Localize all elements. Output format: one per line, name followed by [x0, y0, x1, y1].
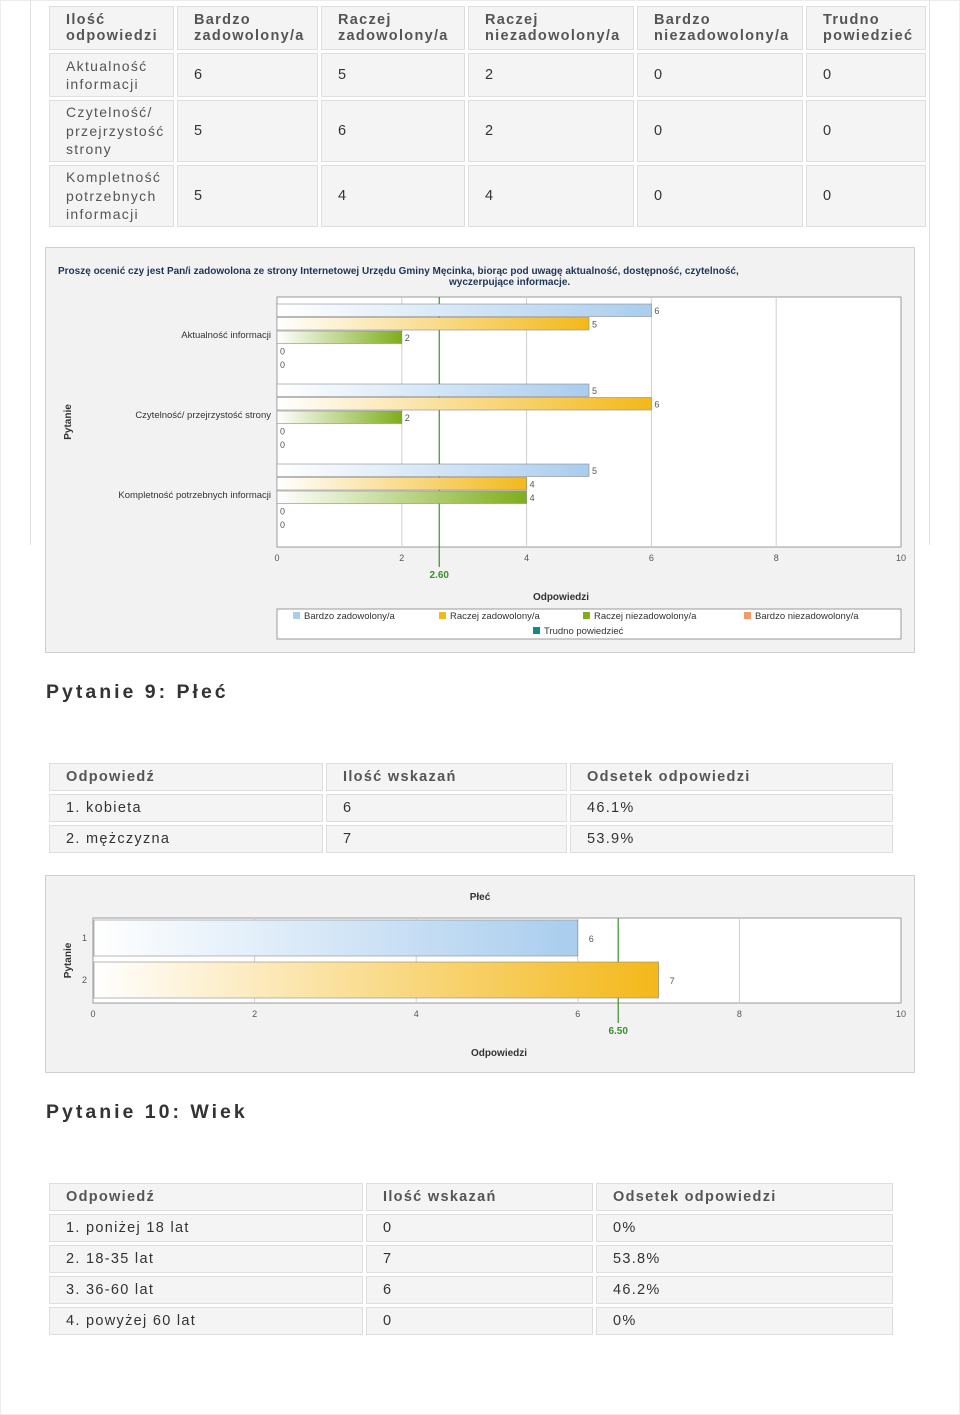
data-label: 6	[654, 306, 660, 316]
column-header: Ilość odpowiedzi	[49, 6, 174, 50]
answer-cell: 4. powyżej 60 lat	[49, 1307, 363, 1335]
table-cell: 0	[637, 100, 803, 162]
column-header: Raczej niezadowolony/a	[468, 6, 634, 50]
chart-title: Proszę ocenić czy jest Pan/i zadowolona ze strony Internetowej Urzędu Gminy Męcinka, biorąc pod uwagę aktualność, dostępność, czytelność,	[58, 266, 739, 277]
data-label: 2	[404, 333, 410, 343]
percent-cell: 0%	[596, 1214, 893, 1242]
table-row	[49, 1214, 893, 1242]
percent-cell: 53.8%	[596, 1245, 893, 1273]
count-cell: 6	[326, 794, 567, 822]
count-cell: 0	[366, 1214, 593, 1242]
table-row	[49, 53, 926, 97]
data-bar	[277, 478, 527, 491]
table-cell: 0	[806, 100, 926, 162]
x-tick-label: 10	[895, 553, 907, 563]
page-edge-left	[30, 0, 31, 545]
table-cell: 0	[637, 165, 803, 227]
data-label: 5	[592, 386, 598, 396]
data-bar	[277, 464, 589, 477]
data-bar	[94, 920, 578, 956]
data-label: 0	[280, 520, 286, 530]
column-header: Ilość wskazań	[326, 763, 567, 791]
data-bar	[277, 331, 402, 344]
y-axis-title: Pytanie	[63, 404, 74, 440]
answer-cell: 3. 36-60 lat	[49, 1276, 363, 1304]
percent-cell: 0%	[596, 1307, 893, 1335]
table-row	[49, 1245, 893, 1273]
average-label: 6.50	[608, 1026, 628, 1037]
data-label: 7	[669, 976, 675, 986]
table-cell: 2	[468, 100, 634, 162]
average-label: 2.60	[429, 570, 449, 581]
legend-label: Bardzo niezadowolony/a	[755, 611, 859, 622]
x-tick-label: 2	[252, 1009, 258, 1019]
page-edge-right	[929, 0, 930, 545]
count-cell: 0	[366, 1307, 593, 1335]
data-label: 5	[592, 319, 598, 330]
y-category-label: Aktualność informacji	[181, 330, 271, 341]
y-category-label: 1	[81, 933, 87, 943]
table-cell: 4	[468, 165, 634, 227]
answer-cell: 2. mężczyzna	[49, 825, 323, 853]
x-tick-label: 10	[895, 1009, 907, 1019]
x-tick-label: 0	[274, 553, 280, 563]
count-cell: 6	[366, 1276, 593, 1304]
x-tick-label: 6	[648, 553, 654, 563]
data-bar	[277, 411, 402, 424]
y-axis-title: Pytanie	[63, 942, 74, 979]
chart-title: Płeć	[469, 892, 491, 903]
age-table	[46, 1180, 896, 1338]
percent-cell: 46.2%	[596, 1276, 893, 1304]
data-label: 0	[280, 360, 286, 370]
column-header: Ilość wskazań	[366, 1183, 593, 1211]
data-bar	[277, 398, 651, 411]
legend-swatch	[533, 627, 540, 634]
x-tick-label: 4	[413, 1009, 419, 1019]
data-label: 5	[592, 466, 598, 476]
x-axis-title: Odpowiedzi	[532, 592, 590, 603]
data-label: 6	[654, 399, 660, 410]
legend-label: Bardzo zadowolony/a	[304, 611, 395, 622]
satisfaction-table	[46, 3, 929, 230]
x-tick-label: 6	[575, 1009, 581, 1019]
x-tick-label: 8	[773, 553, 779, 563]
table-cell: 4	[321, 165, 465, 227]
legend-swatch	[583, 612, 590, 619]
gender-table	[46, 760, 896, 856]
gender-chart	[45, 875, 915, 1073]
legend-swatch	[744, 612, 751, 619]
row-label: Kompletność potrzebnych informacji	[49, 165, 174, 227]
percent-cell: 53.9%	[570, 825, 893, 853]
table-cell: 0	[806, 53, 926, 97]
satisfaction-chart-svg	[46, 248, 914, 652]
row-label: Czytelność/ przejrzystość strony	[49, 100, 174, 162]
data-label: 6	[588, 934, 594, 944]
data-label: 2	[404, 413, 410, 423]
table-cell: 5	[321, 53, 465, 97]
table-cell: 6	[177, 53, 318, 97]
percent-cell: 46.1%	[570, 794, 893, 822]
legend-swatch	[439, 612, 446, 619]
table-row	[49, 1307, 893, 1335]
legend-label: Raczej zadowolony/a	[450, 611, 540, 622]
data-label: 0	[280, 346, 286, 357]
data-label: 0	[280, 426, 286, 437]
x-axis-title: Odpowiedzi	[470, 1048, 528, 1059]
column-header: Odsetek odpowiedzi	[570, 763, 893, 791]
question-10-title: Pytanie 10: Wiek	[46, 1101, 248, 1123]
data-label: 4	[529, 493, 535, 503]
column-header: Bardzo niezadowolony/a	[637, 6, 803, 50]
answer-cell: 1. kobieta	[49, 794, 323, 822]
x-tick-label: 2	[399, 553, 405, 563]
y-category-label: Kompletność potrzebnych informacji	[118, 490, 271, 501]
data-label: 0	[280, 506, 286, 517]
x-tick-label: 8	[736, 1009, 742, 1019]
table-cell: 6	[321, 100, 465, 162]
column-header: Raczej zadowolony/a	[321, 6, 465, 50]
table-header-row	[49, 6, 926, 50]
table-cell: 5	[177, 165, 318, 227]
table-row	[49, 100, 926, 162]
data-bar	[94, 962, 659, 998]
data-bar	[277, 304, 651, 317]
count-cell: 7	[366, 1245, 593, 1273]
table-row	[49, 1276, 893, 1304]
table-cell: 2	[468, 53, 634, 97]
legend-label: Raczej niezadowolony/a	[594, 611, 697, 622]
table-cell: 0	[806, 165, 926, 227]
satisfaction-chart	[45, 247, 915, 653]
x-tick-label: 0	[90, 1009, 96, 1019]
legend-swatch	[293, 612, 300, 619]
table-row	[49, 794, 893, 822]
legend-label: Trudno powiedzieć	[544, 626, 624, 637]
table-header-row	[49, 763, 893, 791]
table-row	[49, 165, 926, 227]
column-header: Odsetek odpowiedzi	[596, 1183, 893, 1211]
y-category-label: Czytelność/ przejrzystość strony	[135, 410, 271, 421]
question-9-title: Pytanie 9: Płeć	[46, 681, 229, 703]
data-bar	[277, 384, 589, 397]
data-bar	[277, 318, 589, 331]
column-header: Odpowiedź	[49, 763, 323, 791]
count-cell: 7	[326, 825, 567, 853]
row-label: Aktualność informacji	[49, 53, 174, 97]
column-header: Trudno powiedzieć	[806, 6, 926, 50]
chart-title-continued: wyczerpujące informacje.	[449, 277, 571, 288]
answer-cell: 1. poniżej 18 lat	[49, 1214, 363, 1242]
answer-cell: 2. 18-35 lat	[49, 1245, 363, 1273]
x-tick-label: 4	[524, 553, 530, 563]
data-bar	[277, 491, 527, 504]
data-label: 4	[529, 479, 535, 490]
column-header: Odpowiedź	[49, 1183, 363, 1211]
table-header-row	[49, 1183, 893, 1211]
table-cell: 0	[637, 53, 803, 97]
table-row	[49, 825, 893, 853]
table-cell: 5	[177, 100, 318, 162]
y-category-label: 2	[81, 975, 87, 985]
data-label: 0	[280, 440, 286, 450]
column-header: Bardzo zadowolony/a	[177, 6, 318, 50]
gender-chart-svg	[46, 876, 914, 1072]
